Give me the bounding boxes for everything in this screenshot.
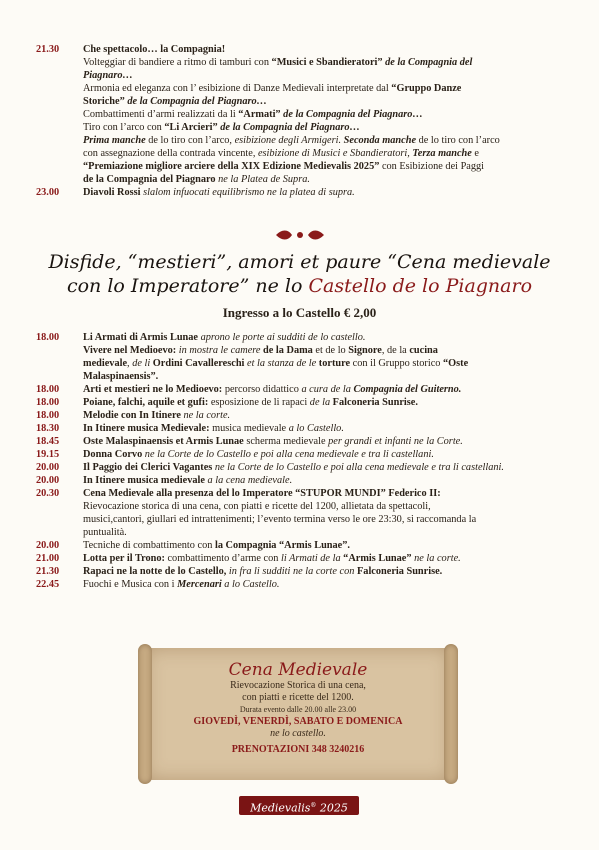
entry-text: a la cena medievale.: [204, 475, 293, 486]
entry-line: [83, 173, 571, 186]
evening-schedule: [36, 43, 571, 199]
entry-text: ne la corte.: [411, 553, 461, 564]
entry-line: [83, 565, 571, 578]
entry-text: per grandi et infanti ne la Corte.: [328, 436, 463, 447]
entry-time: 18.00: [36, 397, 60, 408]
entry-text: et de lo: [312, 345, 349, 356]
schedule-entry: [36, 448, 571, 461]
entry-text: Che spettacolo… la Compagnia!: [83, 44, 226, 55]
entry-line: [83, 578, 571, 591]
entry-text: Il Paggio dei Clerici Vagantes: [83, 462, 213, 473]
entry-description: [83, 539, 571, 552]
entry-text: In Itinere musica medievale: [83, 475, 205, 486]
entry-time: 19.15: [36, 449, 60, 460]
badge-year: 2025: [316, 801, 348, 815]
entry-text: Fuochi e Musica con i: [83, 579, 178, 590]
section-title-line2: [0, 274, 599, 298]
entry-text: con assegnazione della contrada vincente,: [83, 148, 258, 159]
entry-text: de la Compagnia del Piagnaro: [83, 174, 216, 185]
entry-description: [83, 552, 571, 565]
flourish-icon: [272, 228, 328, 242]
schedule-entry: [36, 578, 571, 591]
entry-text: Prima manche: [83, 135, 146, 146]
entry-text: Storiche”: [83, 96, 125, 107]
ornament-divider: [0, 228, 599, 247]
entry-time: 22.45: [36, 579, 60, 590]
entry-text: combattimento d’arme con: [164, 553, 281, 564]
schedule-entry: [36, 552, 571, 565]
entry-time: 18.00: [36, 332, 60, 343]
entry-text: li Armati de la: [281, 553, 341, 564]
section-title-prefix: con lo Imperatore” ne lo: [66, 275, 309, 297]
entry-text: Li Armati di Armis Lunae: [83, 332, 198, 343]
entry-line: [83, 121, 571, 134]
entry-text: in mostra le camere: [176, 345, 261, 356]
schedule-entry: [36, 461, 571, 474]
entry-line: [83, 160, 571, 173]
entry-price: Ingresso a lo Castello € 2,00: [222, 305, 377, 320]
entry-text: “Armis Lunae”: [340, 553, 412, 564]
entry-line: [83, 383, 571, 396]
entry-description: [83, 409, 571, 422]
entry-text: musica medievale: [209, 423, 289, 434]
entry-text: la Compagnia “Armis Lunae”.: [214, 540, 350, 551]
entry-text: de la Dama: [260, 345, 313, 356]
entry-description: [83, 461, 571, 474]
entry-text: Rievocazione storica di una cena, con piatti e ricette del 1200, allietata da spettacoli,: [83, 501, 431, 512]
entry-text: cucina: [409, 345, 438, 356]
entry-line: [83, 331, 571, 344]
entry-text: Volteggiar di bandiere a ritmo di tamburi con: [83, 57, 272, 68]
entry-line: [83, 409, 571, 422]
entry-text: a lo Castello.: [288, 423, 344, 434]
entry-description: [83, 435, 571, 448]
entry-description: [83, 487, 571, 539]
entry-description: [83, 565, 571, 578]
entry-text: “Premiazione migliore arciere della XIX Edizione Medievalis 2025”: [83, 161, 380, 172]
entry-text: a lo Castello.: [221, 579, 280, 590]
entry-line: [83, 82, 571, 95]
entry-text: ne la Corte de lo Castello e poi alla cena medievale e tra li castellani.: [212, 462, 504, 473]
schedule-entry: [36, 435, 571, 448]
entry-time: 21.00: [36, 553, 60, 564]
scroll-booking: PRENOTAZIONI 348 3240216: [231, 744, 365, 755]
entry-line: [83, 448, 571, 461]
entry-description: [83, 186, 571, 199]
entry-line: [83, 147, 571, 160]
entry-text: , de la: [381, 345, 410, 356]
entry-text: Arti et mestieri ne lo Medioevo:: [83, 384, 223, 395]
section-title: [0, 250, 599, 298]
scroll-line-1: Rievocazione Storica di una cena,: [230, 680, 366, 691]
entry-text: ,: [127, 358, 133, 369]
entry-line: [83, 500, 571, 513]
entry-text: “Armati”: [238, 109, 281, 120]
entry-text: musici,cantori, giullari ed intrattenimenti; l’evento termina verso le ore 23:30, si raccomanda la: [83, 514, 477, 525]
entry-line: [83, 396, 571, 409]
badge-mark: ®: [310, 802, 317, 809]
entry-time: 20.00: [36, 540, 60, 551]
entry-line: [83, 435, 571, 448]
entry-text: “Gruppo Danze: [391, 83, 462, 94]
entry-text: de la Compagnia del Piagnaro…: [217, 122, 360, 133]
entry-line: [83, 474, 571, 487]
entry-text: Diavoli Rossi: [83, 187, 141, 198]
badge-name: Medievalis: [250, 801, 311, 815]
entry-time: 23.00: [36, 187, 60, 198]
entry-description: [83, 422, 571, 435]
entry-line: [83, 134, 571, 147]
entry-text: puntualità.: [83, 527, 127, 538]
section-title-castle: Castello de lo Piagnaro: [308, 275, 533, 297]
entry-line: [83, 108, 571, 121]
schedule-entry: [36, 186, 571, 199]
entry-text: Terza manche: [409, 148, 472, 159]
entry-description: [83, 383, 571, 396]
entry-text: Compagnia del Guiterno.: [350, 384, 462, 395]
scroll-line-2: con piatti e ricette del 1200.: [242, 692, 354, 703]
entry-description: [83, 43, 571, 186]
entry-text: Tecniche di combattimento con: [83, 540, 215, 551]
entry-text: “Oste: [443, 358, 469, 369]
entry-text: de la Compagnia del Piagnaro…: [280, 109, 423, 120]
entry-text: Mercenari: [177, 579, 222, 590]
medievalis-badge: [239, 796, 359, 815]
entry-line: [83, 539, 571, 552]
entry-text: et la stanza de le: [244, 358, 317, 369]
entry-line: [83, 552, 571, 565]
entry-text: Lotta per il Trono:: [83, 553, 165, 564]
schedule-entry: [36, 396, 571, 409]
entry-line: [83, 357, 571, 370]
entry-text: medievale: [83, 358, 128, 369]
entry-text: a cura de la: [301, 384, 351, 395]
entry-description: [83, 396, 571, 409]
entry-text: con Esibizione dei Paggi: [379, 161, 485, 172]
entry-line: [83, 43, 571, 56]
scroll-duration: Durata evento dalle 20.00 alle 23.00: [239, 705, 357, 714]
entry-description: [83, 448, 571, 461]
entry-text: Armonia ed eleganza con l’ esibizione di Danze Medievali interpretate dal: [83, 83, 392, 94]
entry-text: Tiro con l’arco con: [83, 122, 165, 133]
entry-description: [83, 578, 571, 591]
entry-line: [83, 186, 571, 199]
entry-text: Combattimenti d’armi realizzati da li: [83, 109, 239, 120]
entry-text: ne la corte.: [180, 410, 231, 421]
entry-text: aprono le porte ai sudditi de lo castello.: [198, 332, 366, 343]
entry-line: [83, 487, 571, 500]
entry-line: [83, 422, 571, 435]
entry-text: Falconeria Sunrise.: [354, 566, 443, 577]
entry-text: scherma medievale: [243, 436, 329, 447]
entry-line: [83, 56, 571, 69]
entry-line: [83, 69, 571, 82]
entry-text: Piagnaro…: [83, 70, 133, 81]
entry-line: [83, 526, 571, 539]
entry-text: Ordini Cavallereschi: [150, 358, 245, 369]
entry-text: Seconda manche: [341, 135, 417, 146]
entry-time: 21.30: [36, 44, 60, 55]
entry-text: Oste Malaspinaensis et Armis Lunae: [83, 436, 244, 447]
scroll-place: ne lo castello.: [270, 728, 326, 739]
entry-text: esposizione de li rapaci: [208, 397, 310, 408]
entry-line: [83, 344, 571, 357]
schedule-entry: [36, 383, 571, 396]
entry-text: “Musici e Sbandieratori”: [271, 57, 383, 68]
entry-time: 18.00: [36, 410, 60, 421]
entry-text: ne la Corte de lo Castello e poi alla cena medievale e tra li castellani.: [142, 449, 434, 460]
entry-text: con il Gruppo storico: [350, 358, 444, 369]
entry-text: torture: [316, 358, 351, 369]
scroll-title: Cena Medievale: [228, 660, 368, 680]
entry-time: 21.30: [36, 566, 60, 577]
entry-text: esibizione degli Armigeri.: [234, 135, 342, 146]
entry-time: 20.00: [36, 462, 60, 473]
schedule-entry: [36, 331, 571, 383]
schedule-entry: [36, 409, 571, 422]
entry-text: de li: [132, 358, 151, 369]
entry-text: ne la Platea de Supra.: [215, 174, 310, 185]
castle-schedule: [36, 331, 571, 591]
entry-time: 18.45: [36, 436, 60, 447]
entry-text: Donna Corvo: [83, 449, 143, 460]
entry-text: slalom infuocati equilibrismo ne la platea di supra.: [140, 187, 355, 198]
entry-text: de la Compagnia del: [382, 57, 473, 68]
entry-line: [83, 370, 571, 383]
entry-line: [83, 461, 571, 474]
entry-text: de la Compagnia del Piagnaro…: [124, 96, 267, 107]
entry-text: de lo tiro con l’arco,: [145, 135, 235, 146]
entry-text: esibizione di Musici e Sbandieratori,: [257, 148, 410, 159]
entry-text: Malaspinaensis”.: [83, 371, 159, 382]
scroll-days: GIOVEDÌ, VENERDÌ, SABATO E DOMENICA: [193, 716, 403, 727]
schedule-entry: [36, 422, 571, 435]
schedule-entry: [36, 487, 571, 539]
entry-text: “Li Arcieri”: [164, 122, 218, 133]
entry-description: [83, 331, 571, 383]
schedule-entry: [36, 43, 571, 186]
dinner-scroll: [146, 648, 450, 780]
entry-text: Poiane, falchi, aquile et gufi:: [83, 397, 209, 408]
schedule-entry: [36, 565, 571, 578]
entry-line: [83, 95, 571, 108]
entry-time: 20.00: [36, 475, 60, 486]
entry-text: Falconeria Sunrise.: [330, 397, 418, 408]
entry-text: Rapaci ne la notte de lo Castello,: [83, 566, 227, 577]
entry-time: 18.00: [36, 384, 60, 395]
entry-text: e: [471, 148, 479, 159]
schedule-entry: [36, 539, 571, 552]
entry-description: [83, 474, 571, 487]
entry-text: Cena Medievale alla presenza del lo Imperatore “STUPOR MUNDI” Federico II:: [83, 488, 441, 499]
entry-line: [83, 513, 571, 526]
entry-text: percorso didattico: [222, 384, 302, 395]
entry-time: 18.30: [36, 423, 60, 434]
entry-text: Vivere nel Medioevo:: [83, 345, 177, 356]
entry-time: 20.30: [36, 488, 60, 499]
entry-text: In Itinere musica Medievale:: [83, 423, 210, 434]
entry-text: de lo tiro con l’arco: [416, 135, 500, 146]
entry-text: Signore: [348, 345, 382, 356]
entry-text: Melodie con In Itinere: [83, 410, 181, 421]
entry-text: de la: [309, 397, 331, 408]
entry-text: in fra li sudditi ne la corte con: [226, 566, 355, 577]
section-title-line1: Disfide, “mestieri”, amori et paure “Cena medievale: [48, 251, 551, 273]
schedule-entry: [36, 474, 571, 487]
